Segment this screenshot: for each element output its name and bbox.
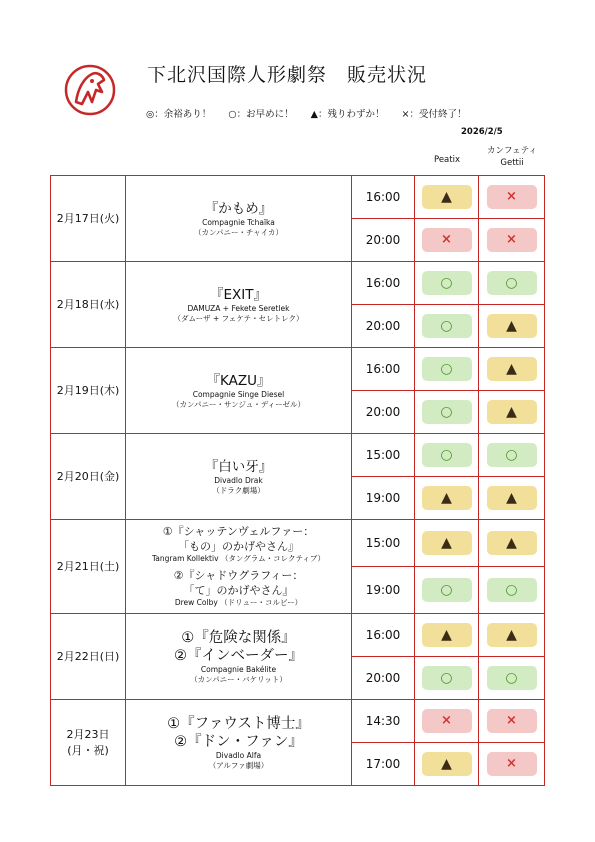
day-date: 2月18日(水): [51, 262, 126, 348]
status-badge: [422, 531, 472, 555]
status-badge: [422, 314, 472, 338]
show-time: 16:00: [352, 176, 415, 219]
circle-icon: ○: [440, 582, 453, 598]
show-time: 16:00: [352, 262, 415, 305]
table-row: [51, 520, 545, 567]
company-line-2: [126, 598, 351, 608]
company-kana: （カンパニー・バケリット）: [190, 674, 287, 684]
performance-title-2a: ②『シャドウグラフィー：: [173, 568, 304, 582]
getti-status: [479, 262, 545, 305]
getti-status: [479, 434, 545, 477]
table-row: [51, 700, 545, 743]
status-badge: [487, 228, 537, 252]
status-badge: [422, 357, 472, 381]
schedule-table: [50, 175, 545, 786]
getti-status: [479, 305, 545, 348]
getti-status: [479, 614, 545, 657]
circle-icon: ○: [440, 404, 453, 420]
status-badge: [487, 623, 537, 647]
performance-title-1b: 「もの」のかげやさん』: [178, 539, 299, 553]
performance-sub-2: [126, 568, 351, 608]
company-name: Drew Colby: [174, 597, 218, 607]
getti-status: [479, 700, 545, 743]
getti-status: [479, 391, 545, 434]
day-date-line2: (月・祝): [67, 743, 109, 757]
company-kana: （ドラク劇場）: [212, 485, 265, 495]
getti-status: [479, 477, 545, 520]
peatix-status: [415, 614, 479, 657]
legend-plenty: ◎：余裕あり！: [146, 109, 212, 120]
getti-status: [479, 520, 545, 567]
status-badge: [487, 531, 537, 555]
getti-status: [479, 657, 545, 700]
peatix-status: [415, 391, 479, 434]
show-time: 15:00: [352, 434, 415, 477]
peatix-status: [415, 434, 479, 477]
performance-cell: [126, 700, 352, 786]
show-time: 20:00: [352, 305, 415, 348]
performance-title: 『かもめ』: [204, 200, 273, 217]
company-name: Divadlo Alfa: [215, 750, 262, 760]
status-badge: [487, 271, 537, 295]
performance-sub-1: [126, 524, 351, 564]
table-row: [51, 176, 545, 219]
performance-cell: [126, 348, 352, 434]
status-badge: [422, 486, 472, 510]
performance-title-1: ①『ファウスト博士』: [167, 715, 310, 732]
status-badge: [422, 443, 472, 467]
getti-status: [479, 176, 545, 219]
company-name: Compagnie Bakélite: [200, 664, 277, 674]
circle-icon: ○: [505, 447, 518, 463]
status-badge: [487, 578, 537, 602]
circle-icon: ○: [440, 361, 453, 377]
cross-icon: ×: [506, 189, 517, 204]
cross-icon: ×: [441, 232, 452, 247]
cross-icon: ×: [441, 713, 452, 728]
performance-cell: [126, 262, 352, 348]
company-line-1: [126, 554, 351, 564]
company-kana: （タングラム・コレクティブ）: [220, 553, 326, 563]
day-date-line1: 2月23日: [66, 727, 110, 741]
getti-label-en: Gettii: [500, 158, 524, 168]
circle-icon: ○: [505, 670, 518, 686]
triangle-icon: ▲: [441, 756, 452, 772]
show-time: 20:00: [352, 219, 415, 262]
performance-title-2: ②『ドン・ファン』: [174, 733, 303, 750]
performance-cell: [126, 520, 352, 614]
getti-status: [479, 567, 545, 614]
triangle-icon: ▲: [506, 627, 517, 643]
performance-title: 『EXIT』: [209, 286, 267, 303]
performance-title-2: ②『インベーダー』: [174, 647, 303, 664]
status-badge: [487, 752, 537, 776]
peatix-status: [415, 477, 479, 520]
circle-icon: ○: [505, 275, 518, 291]
status-badge: [422, 228, 472, 252]
peatix-status: [415, 348, 479, 391]
circle-icon: ○: [440, 670, 453, 686]
getti-status: [479, 219, 545, 262]
peatix-status: [415, 305, 479, 348]
performance-cell: [126, 614, 352, 700]
status-badge: [487, 400, 537, 424]
company-kana: （カンパニー・サンジュ・ディーゼル）: [171, 399, 305, 409]
company-kana: （カンパニー・チャイカ）: [193, 227, 284, 237]
status-badge: [487, 443, 537, 467]
company-kana: （アルファ劇場）: [208, 760, 269, 770]
show-time: 14:30: [352, 700, 415, 743]
company-name: Divadlo Drak: [214, 475, 263, 485]
status-badge: [422, 666, 472, 690]
getti-label-ja: カンフェティ: [487, 146, 537, 156]
show-time: 20:00: [352, 391, 415, 434]
triangle-icon: ▲: [441, 490, 452, 506]
cross-icon: ×: [506, 232, 517, 247]
performance-title-2b: 「て」のかげやさん』: [183, 583, 294, 597]
company-name: Tangram Kollektiv: [151, 553, 219, 563]
circle-icon: ○: [505, 582, 518, 598]
status-badge: [487, 357, 537, 381]
table-row: [51, 348, 545, 391]
triangle-icon: ▲: [506, 318, 517, 334]
show-time: 17:00: [352, 743, 415, 786]
peatix-status: [415, 520, 479, 567]
performance-cell: [126, 434, 352, 520]
peatix-status: [415, 262, 479, 305]
show-time: 16:00: [352, 614, 415, 657]
show-time: 15:00: [352, 520, 415, 567]
circle-icon: ○: [440, 447, 453, 463]
performance-cell: [126, 176, 352, 262]
company-kana: （ダムーザ + フェケテ・セレトレク）: [173, 313, 304, 323]
day-date: 2月20日(金): [51, 434, 126, 520]
status-badge: [422, 709, 472, 733]
status-badge: [487, 486, 537, 510]
getti-status: [479, 348, 545, 391]
status-badge: [422, 623, 472, 647]
show-time: 19:00: [352, 567, 415, 614]
performance-title-1a: ①『シャッテンヴェルファー：: [162, 524, 315, 538]
day-date: 2月17日(火): [51, 176, 126, 262]
festival-logo: [62, 62, 118, 118]
triangle-icon: ▲: [441, 535, 452, 551]
status-badge: [422, 400, 472, 424]
circle-icon: ○: [440, 275, 453, 291]
triangle-icon: ▲: [506, 490, 517, 506]
company-name: Compagnie Tchaïka: [202, 217, 275, 227]
page-title: 下北沢国際人形劇祭 販売状況: [147, 64, 428, 86]
status-badge: [422, 271, 472, 295]
peatix-status: [415, 743, 479, 786]
column-header-peatix: [415, 154, 479, 166]
peatix-status: [415, 176, 479, 219]
triangle-icon: ▲: [441, 627, 452, 643]
peatix-status: [415, 219, 479, 262]
cross-icon: ×: [506, 713, 517, 728]
getti-status: [479, 743, 545, 786]
company-name: DAMUZA + Fekete Seretlek: [187, 303, 290, 313]
table-row: [51, 434, 545, 477]
table-row: [51, 262, 545, 305]
status-legend: [146, 106, 480, 120]
show-time: 16:00: [352, 348, 415, 391]
status-badge: [487, 666, 537, 690]
company-kana: （ドリュー・コルビー）: [220, 597, 303, 607]
day-date: [51, 700, 126, 786]
peatix-status: [415, 700, 479, 743]
circle-icon: ○: [440, 318, 453, 334]
peatix-status: [415, 567, 479, 614]
update-date: 2026/2/5: [461, 127, 503, 137]
triangle-icon: ▲: [506, 361, 517, 377]
triangle-icon: ▲: [441, 189, 452, 205]
cross-icon: ×: [506, 756, 517, 771]
legend-few-left: ▲：残りわずか！: [310, 109, 385, 120]
triangle-icon: ▲: [506, 535, 517, 551]
day-date: 2月22日(日): [51, 614, 126, 700]
performance-title-1: ①『危険な関係』: [181, 629, 296, 646]
day-date: 2月19日(木): [51, 348, 126, 434]
show-time: 20:00: [352, 657, 415, 700]
peatix-label: Peatix: [434, 155, 460, 165]
company-name: Compagnie Singe Diesel: [192, 389, 285, 399]
status-badge: [422, 752, 472, 776]
column-header-getti: [479, 145, 545, 169]
day-date: 2月21日(土): [51, 520, 126, 614]
table-row: [51, 614, 545, 657]
status-badge: [487, 185, 537, 209]
status-badge: [422, 578, 472, 602]
show-time: 19:00: [352, 477, 415, 520]
peatix-status: [415, 657, 479, 700]
legend-hurry: ○：お早めに！: [228, 109, 294, 120]
performance-title: 『KAZU』: [206, 372, 271, 389]
status-badge: [422, 185, 472, 209]
performance-title: 『白い牙』: [204, 458, 273, 475]
status-badge: [487, 314, 537, 338]
legend-closed: ×：受付終了！: [401, 109, 467, 120]
status-badge: [487, 709, 537, 733]
triangle-icon: ▲: [506, 404, 517, 420]
